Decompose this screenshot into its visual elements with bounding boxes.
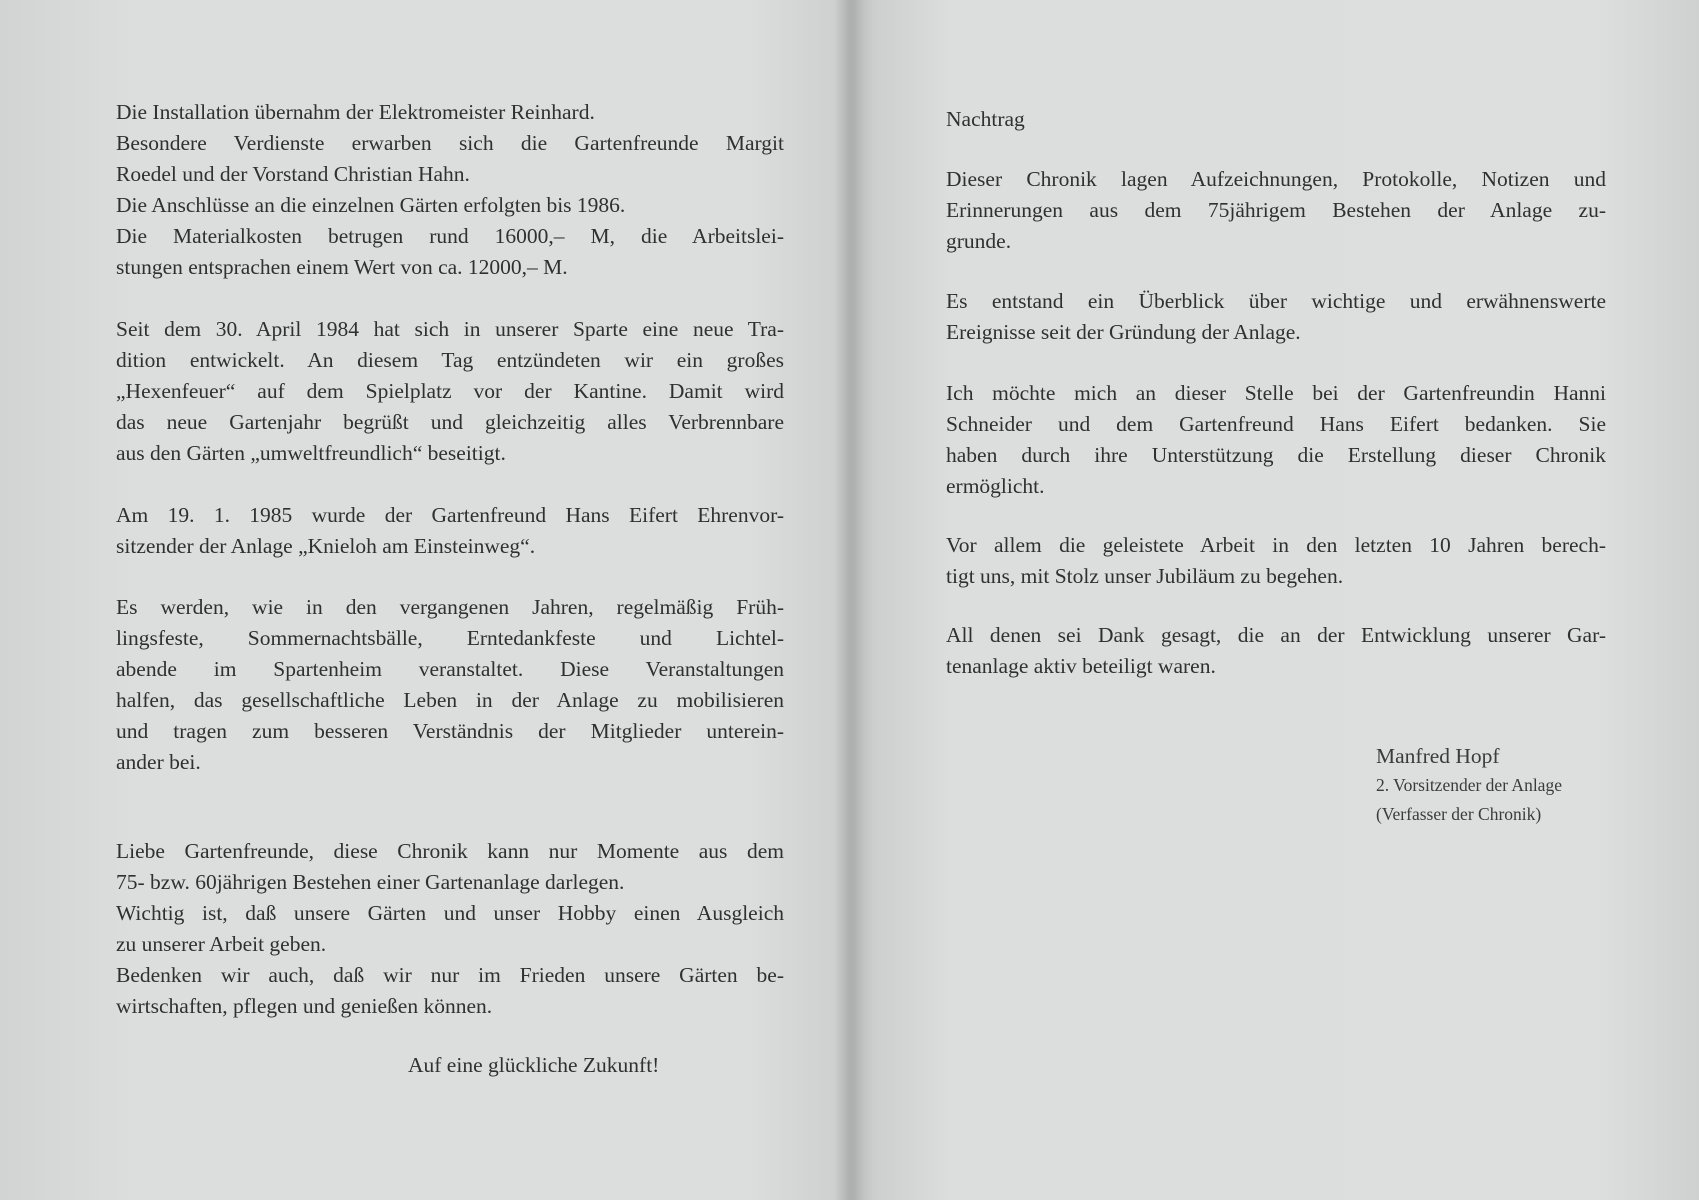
text-line: tigt uns, mit Stolz unser Jubiläum zu begehen. — [946, 564, 1344, 588]
text-line: aus den Gärten „umweltfreundlich“ beseitigt. — [116, 441, 506, 465]
text-line: All denen sei Dank gesagt, die an der Entwicklung unserer Gar- — [946, 623, 1606, 647]
text-line: zu unserer Arbeit geben. — [116, 932, 327, 956]
text-line: ander bei. — [116, 750, 201, 774]
text-line: Schneider und dem Gartenfreund Hans Eifert bedanken. Sie — [946, 412, 1606, 436]
closing-line: Auf eine glückliche Zukunft! — [408, 1053, 660, 1077]
text-line: dition entwickelt. An diesem Tag entzündeten wir ein großes — [116, 348, 784, 372]
text-line: Die Installation übernahm der Elektromeister Reinhard. — [116, 100, 595, 124]
right-page — [946, 0, 1606, 1200]
text-line: sitzender der Anlage „Knieloh am Einsteinweg“. — [116, 534, 536, 558]
text-line: 75- bzw. 60jährigen Bestehen einer Gartenanlage darlegen. — [116, 870, 625, 894]
left-paragraph-2 — [116, 314, 784, 469]
right-paragraph-2 — [946, 286, 1606, 348]
text-line: Es werden, wie in den vergangenen Jahren, regelmäßig Früh- — [116, 595, 784, 619]
text-line: abende im Spartenheim veranstaltet. Diese Veranstaltungen — [116, 657, 784, 681]
right-paragraph-1 — [946, 164, 1606, 257]
text-line: Besondere Verdienste erwarben sich die Gartenfreunde Margit — [116, 131, 784, 155]
signature-role: 2. Vorsitzender der Anlage — [1376, 775, 1562, 795]
text-line: Dieser Chronik lagen Aufzeichnungen, Protokolle, Notizen und — [946, 167, 1606, 191]
text-line: Liebe Gartenfreunde, diese Chronik kann nur Momente aus dem — [116, 839, 784, 863]
text-line: Es entstand ein Überblick über wichtige und erwähnenswerte — [946, 289, 1606, 313]
page-heading: Nachtrag — [946, 107, 1025, 131]
text-line: Die Anschlüsse an die einzelnen Gärten erfolgten bis 1986. — [116, 193, 626, 217]
text-line: Ich möchte mich an dieser Stelle bei der Gartenfreundin Hanni — [946, 381, 1606, 405]
right-paragraph-3 — [946, 378, 1606, 502]
text-line: tenanlage aktiv beteiligt waren. — [946, 654, 1216, 678]
right-paragraph-5 — [946, 620, 1606, 682]
signature-note: (Verfasser der Chronik) — [1376, 804, 1542, 824]
spine-shadow — [835, 0, 865, 1200]
text-line: halfen, das gesellschaftliche Leben in der Anlage zu mobilisieren — [116, 688, 784, 712]
text-line: Wichtig ist, daß unsere Gärten und unser Hobby einen Ausgleich — [116, 901, 784, 925]
text-line: „Hexenfeuer“ auf dem Spielplatz vor der Kantine. Damit wird — [116, 379, 784, 403]
signature-name: Manfred Hopf — [1376, 744, 1500, 768]
text-line: Am 19. 1. 1985 wurde der Gartenfreund Hans Eifert Ehrenvor- — [116, 503, 784, 527]
left-paragraph-1 — [116, 97, 784, 283]
text-line: haben durch ihre Unterstützung die Erstellung dieser Chronik — [946, 443, 1606, 467]
text-line: Die Materialkosten betrugen rund 16000,– M, die Arbeitslei- — [116, 224, 784, 248]
text-line: Vor allem die geleistete Arbeit in den letzten 10 Jahren berech- — [946, 533, 1606, 557]
text-line: stungen entsprachen einem Wert von ca. 12000,– M. — [116, 255, 568, 279]
text-line: Seit dem 30. April 1984 hat sich in unserer Sparte eine neue Tra- — [116, 317, 784, 341]
text-line: das neue Gartenjahr begrüßt und gleichzeitig alles Verbrennbare — [116, 410, 784, 434]
left-paragraph-4 — [116, 592, 784, 778]
right-paragraph-4 — [946, 530, 1606, 592]
text-line: wirtschaften, pflegen und genießen können. — [116, 994, 493, 1018]
text-line: Bedenken wir auch, daß wir nur im Frieden unsere Gärten be- — [116, 963, 784, 987]
left-page — [116, 0, 784, 1200]
text-line: Erinnerungen aus dem 75jährigem Bestehen der Anlage zu- — [946, 198, 1606, 222]
text-line: Roedel und der Vorstand Christian Hahn. — [116, 162, 470, 186]
left-paragraph-3 — [116, 500, 784, 562]
text-line: Ereignisse seit der Gründung der Anlage. — [946, 320, 1301, 344]
text-line: lingsfeste, Sommernachtsbälle, Erntedankfeste und Lichtel- — [116, 626, 784, 650]
left-paragraph-5 — [116, 836, 784, 1022]
text-line: grunde. — [946, 229, 1012, 253]
text-line: und tragen zum besseren Verständnis der Mitglieder unterein- — [116, 719, 784, 743]
signature-block — [1376, 741, 1562, 829]
text-line: ermöglicht. — [946, 474, 1045, 498]
